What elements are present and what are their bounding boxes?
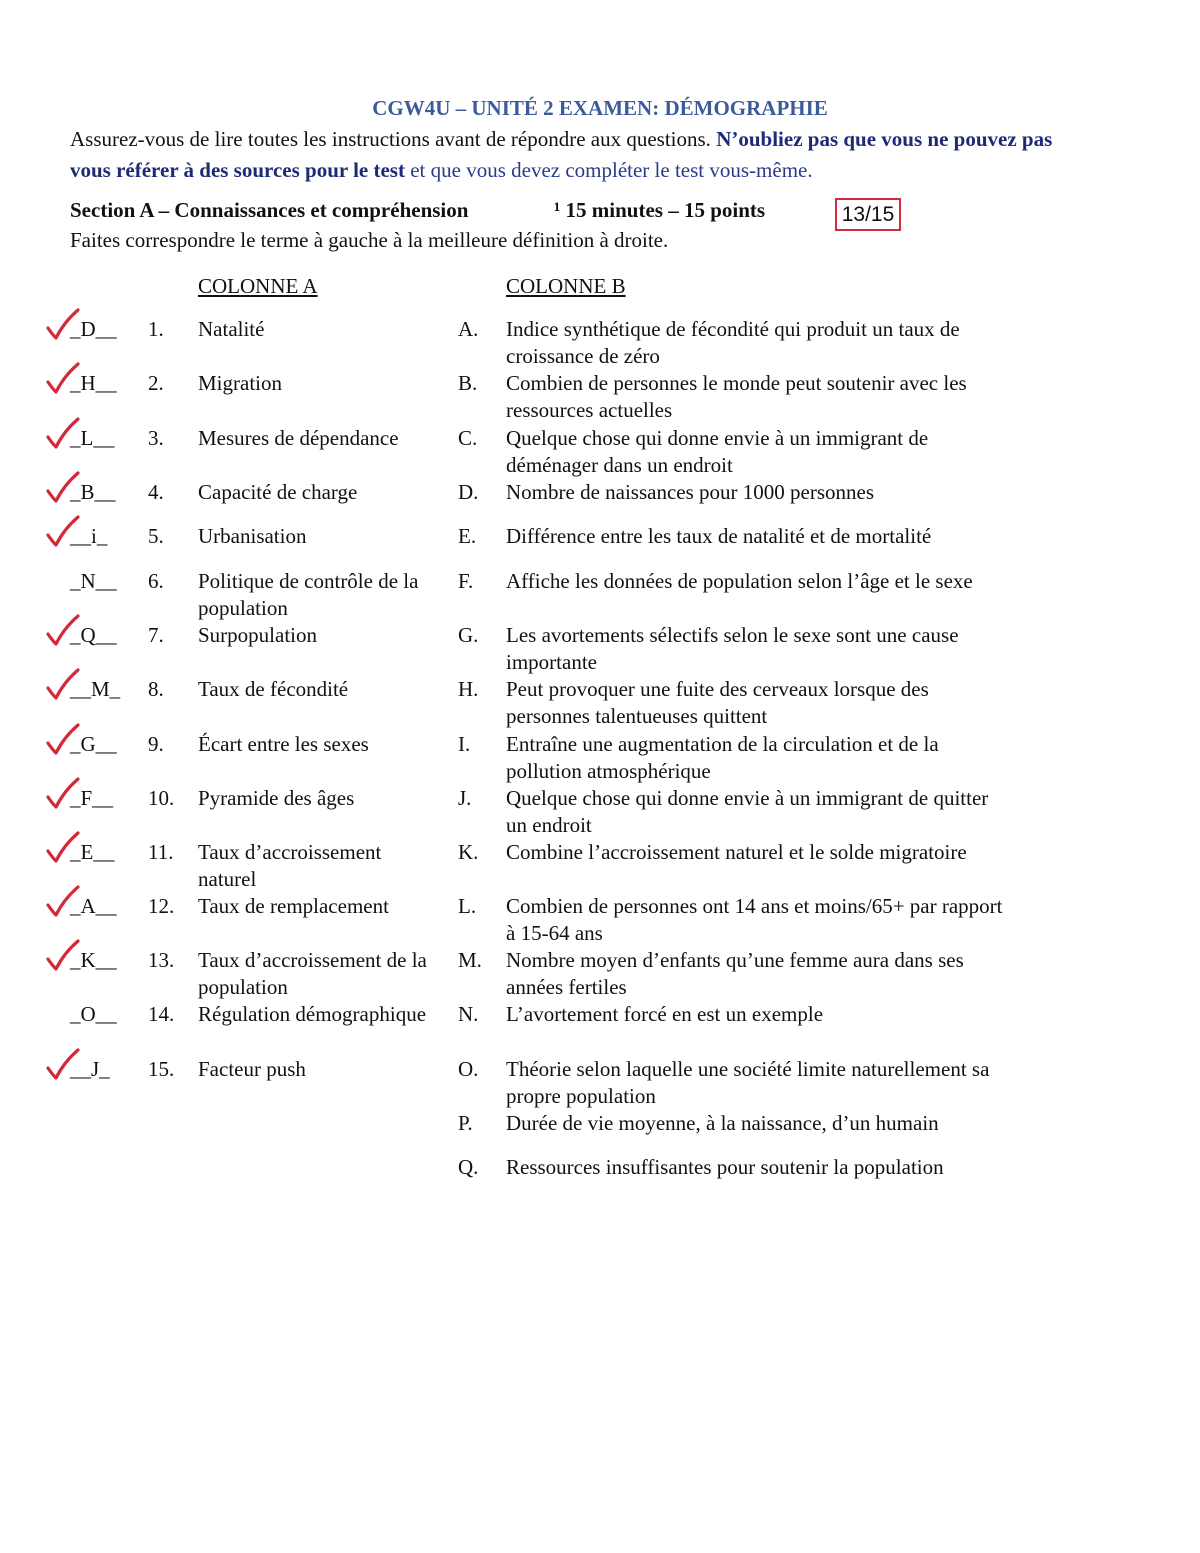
check-mark-icon (42, 358, 102, 398)
definition-text: Nombre de naissances pour 1000 personnes (506, 480, 874, 504)
item-number: 12. (148, 894, 175, 918)
item-term: Migration (198, 371, 282, 395)
definition-letter: F. (458, 569, 474, 593)
item-number: 11. (148, 840, 174, 864)
answer-blank: _E__ (70, 840, 115, 864)
section-time: ¹ 15 minutes – 15 points (554, 198, 766, 222)
item-term: Pyramide des âges (198, 786, 355, 810)
definition-letter: Q. (458, 1155, 479, 1179)
item-number: 15. (148, 1057, 175, 1081)
definition-text: Différence entre les taux de natalité et de mortalité (506, 524, 932, 548)
definition-text: Ressources insuffisantes pour soutenir la population (506, 1155, 944, 1179)
check-mark-icon (42, 1044, 102, 1084)
answer-blank: __M_ (70, 677, 121, 701)
definition-letter: H. (458, 677, 479, 701)
column-a-header: COLONNE A (198, 274, 318, 298)
item-term: Taux d’accroissement de la population (198, 948, 427, 999)
item-term: Taux d’accroissement naturel (198, 840, 382, 891)
item-term: Facteur push (198, 1057, 306, 1081)
definition-text: Combine l’accroissement naturel et le solde migratoire (506, 840, 967, 864)
item-number: 10. (148, 786, 175, 810)
column-b-header: COLONNE B (506, 274, 626, 298)
item-term: Politique de contrôle de la population (198, 569, 419, 620)
definition-text: Combien de personnes le monde peut soutenir avec les ressources actuelles (506, 371, 967, 422)
item-term: Capacité de charge (198, 480, 358, 504)
definition-text: Durée de vie moyenne, à la naissance, d’un humain (506, 1111, 939, 1135)
definition-letter: G. (458, 623, 479, 647)
instructions (70, 124, 1080, 186)
answer-blank: __i_ (70, 524, 108, 548)
answer-blank: _L__ (70, 426, 115, 450)
check-mark-icon (42, 881, 102, 921)
answer-blank: __J_ (70, 1057, 110, 1081)
definition-text: Combien de personnes ont 14 ans et moins/65+ par rapport à 15-64 ans (506, 894, 1003, 945)
answer-blank: _N__ (70, 569, 117, 593)
item-term: Surpopulation (198, 623, 317, 647)
definition-letter: L. (458, 894, 477, 918)
item-term: Écart entre les sexes (198, 732, 369, 756)
item-number: 8. (148, 677, 164, 701)
item-number: 3. (148, 426, 164, 450)
definition-text: Théorie selon laquelle une société limite naturellement sa propre population (506, 1057, 990, 1108)
answer-blank: _A__ (70, 894, 117, 918)
item-number: 7. (148, 623, 164, 647)
check-mark-icon (42, 413, 102, 453)
check-mark-icon (42, 610, 102, 650)
score-box: 13/15 (835, 198, 901, 231)
check-mark-icon (42, 511, 102, 551)
definition-letter: K. (458, 840, 479, 864)
check-mark-icon (42, 467, 102, 507)
answer-blank: _D__ (70, 317, 117, 341)
item-number: 2. (148, 371, 164, 395)
answer-blank: _Q__ (70, 623, 117, 647)
item-number: 14. (148, 1002, 175, 1026)
item-term: Natalité (198, 317, 265, 341)
exam-title: CGW4U – UNITÉ 2 EXAMEN: DÉMOGRAPHIE (372, 96, 828, 120)
answer-blank: _H__ (70, 371, 117, 395)
answer-blank: _B__ (70, 480, 116, 504)
item-term: Taux de remplacement (198, 894, 389, 918)
check-mark-icon (42, 304, 102, 344)
answer-blank: _K__ (70, 948, 117, 972)
item-number: 9. (148, 732, 164, 756)
check-mark-icon (42, 935, 102, 975)
definition-text: Indice synthétique de fécondité qui produit un taux de croissance de zéro (506, 317, 960, 368)
section-instructions: Faites correspondre le terme à gauche à la meilleure définition à droite. (70, 228, 669, 252)
definition-text: Entraîne une augmentation de la circulation et de la pollution atmosphérique (506, 732, 939, 783)
section-label: Section A – Connaissances et compréhension (70, 198, 469, 222)
check-mark-icon (42, 773, 102, 813)
definition-letter: E. (458, 524, 477, 548)
answer-blank: _F__ (70, 786, 114, 810)
definition-letter: J. (458, 786, 472, 810)
definition-letter: A. (458, 317, 479, 341)
item-term: Régulation démographique (198, 1002, 427, 1026)
definition-letter: I. (458, 732, 471, 756)
item-term: Mesures de dépendance (198, 426, 399, 450)
instructions-start: Assurez-vous de lire toutes les instructions avant de répondre aux questions. (70, 127, 711, 151)
item-term: Taux de fécondité (198, 677, 349, 701)
definition-text: Affiche les données de population selon l’âge et le sexe (506, 569, 973, 593)
item-number: 6. (148, 569, 164, 593)
definition-letter: P. (458, 1111, 473, 1135)
instructions-emphasis: N’oubliez pas que vous ne pouvez pas vous référer à des sources pour le test (70, 127, 1053, 182)
item-number: 4. (148, 480, 164, 504)
definition-text: Les avortements sélectifs selon le sexe sont une cause importante (506, 623, 959, 674)
item-number: 1. (148, 317, 164, 341)
definition-text: Quelque chose qui donne envie à un immigrant de déménager dans un endroit (506, 426, 929, 477)
definition-text: Peut provoquer une fuite des cerveaux lorsque des personnes talentueuses quittent (506, 677, 929, 728)
definition-letter: B. (458, 371, 478, 395)
instructions-end: et que vous devez compléter le test vous-même. (410, 158, 813, 182)
section-heading (70, 198, 766, 223)
item-term: Urbanisation (198, 524, 307, 548)
item-number: 5. (148, 524, 164, 548)
definition-letter: C. (458, 426, 478, 450)
answer-blank: _O__ (70, 1002, 117, 1026)
definition-text: Quelque chose qui donne envie à un immigrant de quitter un endroit (506, 786, 989, 837)
check-mark-icon (42, 664, 102, 704)
definition-letter: M. (458, 948, 482, 972)
check-mark-icon (42, 719, 102, 759)
check-mark-icon (42, 827, 102, 867)
definition-text: L’avortement forcé en est un exemple (506, 1002, 824, 1026)
item-number: 13. (148, 948, 175, 972)
answer-blank: _G__ (70, 732, 117, 756)
definition-letter: O. (458, 1057, 479, 1081)
definition-letter: D. (458, 480, 479, 504)
definition-letter: N. (458, 1002, 479, 1026)
definition-text: Nombre moyen d’enfants qu’une femme aura dans ses années fertiles (506, 948, 964, 999)
